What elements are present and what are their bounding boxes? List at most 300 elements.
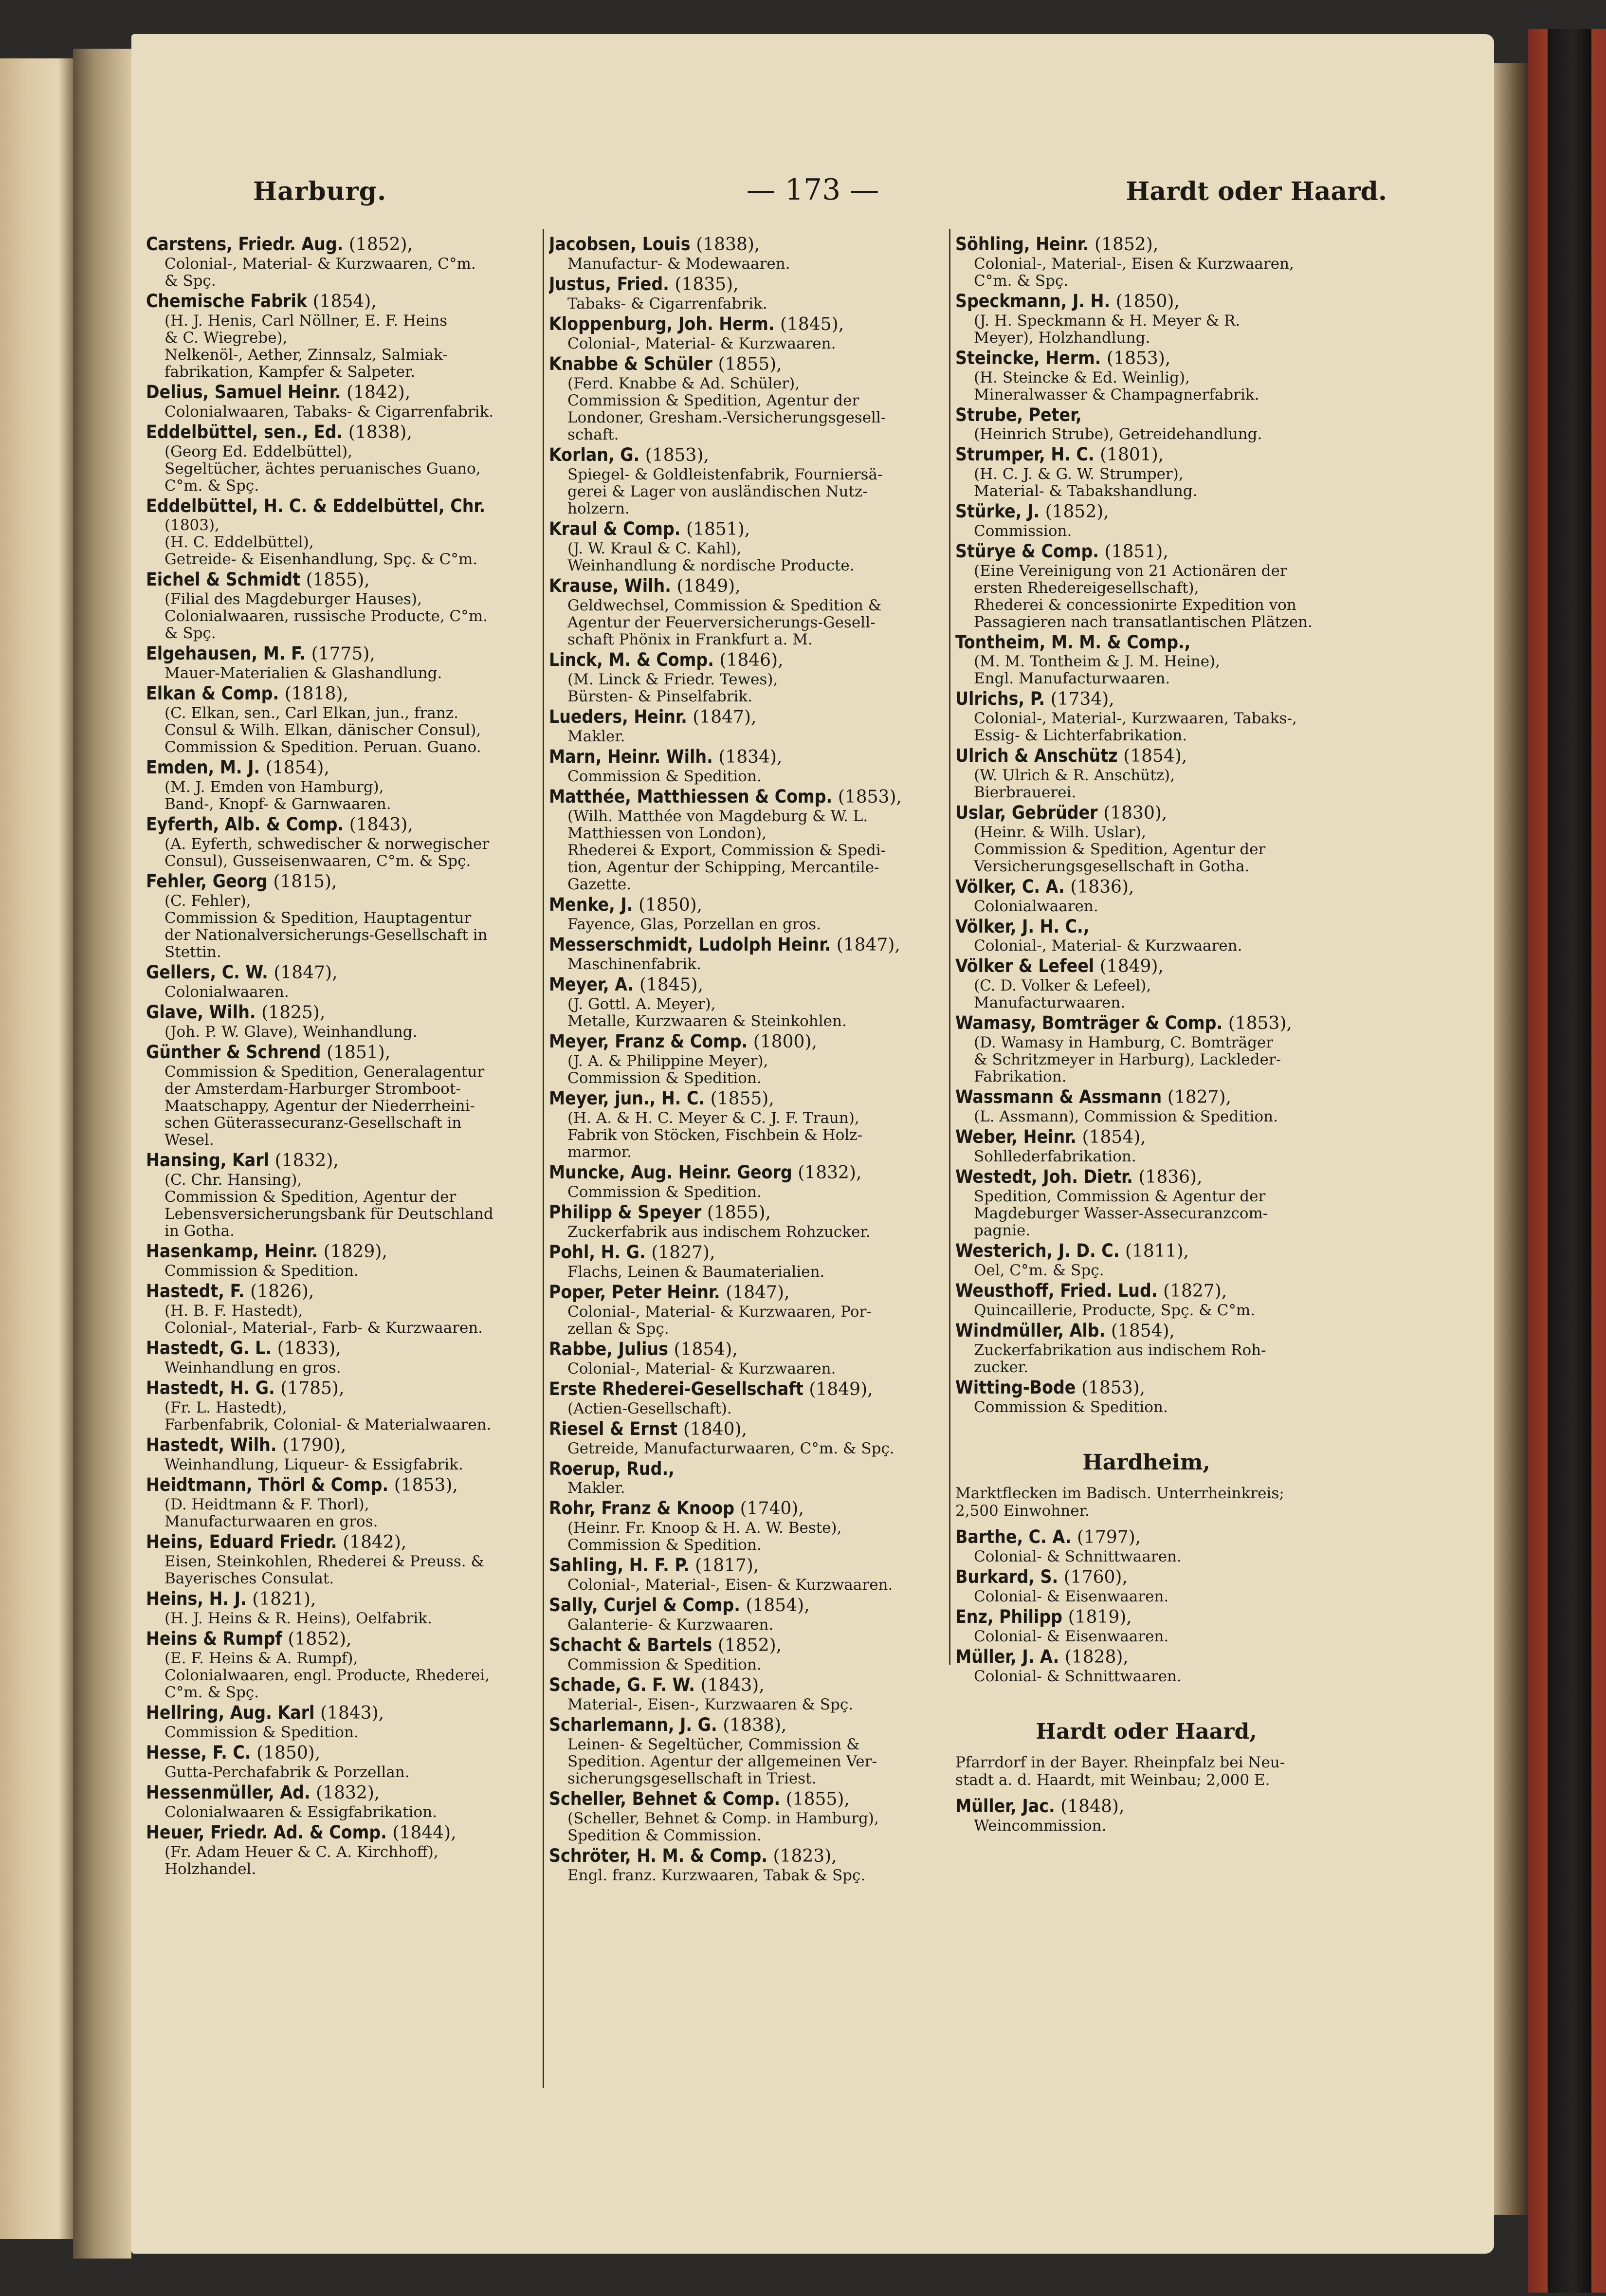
entry-detail: Commission. bbox=[974, 522, 1072, 540]
firm-name: Eddelbüttel, H. C. & Eddelbüttel, Chr. bbox=[146, 496, 486, 516]
entry-detail: & Spç. bbox=[164, 272, 216, 290]
directory-entry bbox=[549, 444, 931, 517]
entry-detail: Rhederei & Export, Commission & Spedi- bbox=[567, 842, 886, 859]
directory-entry bbox=[549, 1242, 931, 1281]
entry-detail: der Nationalversicherungs-Gesellschaft in bbox=[164, 926, 488, 944]
founding-year: (1827), bbox=[1167, 1087, 1231, 1107]
entry-detail: (H. J. Henis, Carl Nöllner, E. F. Heins bbox=[164, 312, 448, 330]
entry-detail: Eisen, Steinkohlen, Rhederei & Preuss. & bbox=[164, 1553, 485, 1570]
entry-detail: Colonial- & Eisenwaaren. bbox=[974, 1628, 1169, 1645]
firm-name: Hastedt, G. L. (1833), bbox=[146, 1338, 341, 1359]
entry-detail: schen Güterassecuranz-Gesellschaft in bbox=[164, 1114, 462, 1132]
founding-year: (1785), bbox=[280, 1378, 345, 1398]
entry-detail: in Gotha. bbox=[164, 1222, 235, 1240]
entry-detail: Colonial- & Schnittwaaren. bbox=[974, 1548, 1182, 1565]
firm-name: Chemische Fabrik (1854), bbox=[146, 291, 377, 312]
entry-detail: Weincommission. bbox=[974, 1817, 1107, 1835]
firm-name: Fehler, Georg (1815), bbox=[146, 871, 337, 892]
entry-detail: Colonial- & Schnittwaaren. bbox=[974, 1668, 1182, 1685]
entry-detail: (M. M. Tontheim & J. M. Heine), bbox=[974, 653, 1221, 670]
entry-detail: Makler. bbox=[567, 728, 625, 745]
directory-entry bbox=[955, 632, 1337, 687]
entry-detail: Nelkenöl-, Aether, Zinnsalz, Salmiak- bbox=[164, 346, 448, 364]
entry-detail: (H. J. Heins & R. Heins), Oelfabrik. bbox=[164, 1610, 432, 1627]
founding-year: (1853), bbox=[1107, 349, 1171, 368]
directory-entry bbox=[146, 291, 528, 381]
founding-year: (1850), bbox=[638, 895, 703, 915]
directory-entry bbox=[955, 802, 1337, 875]
entry-detail: Weinhandlung en gros. bbox=[164, 1359, 341, 1377]
entry-detail: Colonialwaaren. bbox=[164, 983, 289, 1001]
firm-name: Roerup, Rud., bbox=[549, 1458, 675, 1479]
firm-name: Scharlemann, J. G. (1838), bbox=[549, 1714, 787, 1735]
founding-year: (1827), bbox=[651, 1243, 715, 1263]
entry-detail: Agentur der Feuerversicherungs-Gesell- bbox=[567, 614, 876, 631]
directory-entry bbox=[549, 706, 931, 745]
directory-entry bbox=[549, 1635, 931, 1673]
entry-detail: Magdeburger Wasser-Assecuranzcom- bbox=[974, 1205, 1268, 1222]
entry-detail: C°m. & Spç. bbox=[164, 1684, 259, 1701]
founding-year: (1842), bbox=[343, 1532, 407, 1552]
firm-name: Heidtmann, Thörl & Comp. (1853), bbox=[146, 1474, 458, 1495]
directory-entry bbox=[955, 1566, 1337, 1605]
firm-name: Pohl, H. G. (1827), bbox=[549, 1242, 715, 1263]
entry-detail: Colonial-, Material-, Eisen & Kurzwaaren, bbox=[974, 255, 1294, 273]
founding-year: (1838), bbox=[696, 235, 760, 255]
founding-year: (1819), bbox=[1068, 1607, 1132, 1627]
directory-entry bbox=[955, 404, 1337, 443]
firm-name: Westerich, J. D. C. (1811), bbox=[955, 1240, 1189, 1261]
directory-entry bbox=[549, 1162, 931, 1201]
entry-detail: Sohllederfabrikation. bbox=[974, 1148, 1136, 1165]
founding-year: (1828), bbox=[1064, 1647, 1129, 1667]
founding-year: (1853), bbox=[1228, 1013, 1292, 1033]
firm-name: Burkard, S. (1760), bbox=[955, 1566, 1128, 1587]
firm-name: Heuer, Friedr. Ad. & Comp. (1844), bbox=[146, 1822, 456, 1843]
directory-entry bbox=[955, 501, 1337, 540]
firm-name: Enz, Philipp (1819), bbox=[955, 1606, 1132, 1627]
firm-name: Sally, Curjel & Comp. (1854), bbox=[549, 1595, 810, 1616]
firm-name: Lueders, Heinr. (1847), bbox=[549, 706, 757, 727]
firm-name: Schröter, H. M. & Comp. (1823), bbox=[549, 1845, 837, 1866]
firm-name: Muncke, Aug. Heinr. Georg (1832), bbox=[549, 1162, 862, 1183]
directory-entry bbox=[549, 1714, 931, 1787]
firm-name: Günther & Schrend (1851), bbox=[146, 1042, 391, 1063]
founding-year: (1851), bbox=[327, 1043, 391, 1063]
founding-year: (1838), bbox=[723, 1715, 787, 1735]
founding-year: (1851), bbox=[686, 519, 750, 539]
founding-year: (1854), bbox=[1123, 746, 1187, 766]
column-rule-2 bbox=[949, 229, 950, 1665]
entry-detail: Rhederei & concessionirte Expedition von bbox=[974, 596, 1296, 614]
page-header bbox=[238, 173, 1397, 212]
entry-detail: (M. J. Emden von Hamburg), bbox=[164, 778, 384, 796]
founding-year: (1817), bbox=[695, 1556, 759, 1576]
entry-detail: Engl. Manufacturwaaren. bbox=[974, 670, 1170, 687]
firm-name: Heins, Eduard Friedr. (1842), bbox=[146, 1531, 407, 1552]
directory-entry bbox=[549, 786, 931, 893]
directory-entry bbox=[955, 1280, 1337, 1319]
firm-name: Marn, Heinr. Wilh. (1834), bbox=[549, 746, 783, 767]
section-heading: Hardt oder Haard, bbox=[1036, 1719, 1257, 1744]
firm-name: Völker, C. A. (1836), bbox=[955, 876, 1134, 897]
entry-detail: Zuckerfabrik aus indischem Rohzucker. bbox=[567, 1223, 871, 1241]
directory-entry bbox=[955, 1012, 1337, 1085]
firm-name: Knabbe & Schüler (1855), bbox=[549, 353, 782, 374]
entry-detail: Commission & Spedition. bbox=[164, 1724, 359, 1741]
header-right-title: Hardt oder Haard. bbox=[1126, 177, 1387, 206]
founding-year: (1835), bbox=[675, 275, 739, 294]
founding-year: (1850), bbox=[1115, 292, 1180, 312]
entry-detail: Fayence, Glas, Porzellan en gros. bbox=[567, 916, 821, 933]
firm-name: Völker & Lefeel (1849), bbox=[955, 955, 1164, 976]
page-number: — 173 — bbox=[746, 173, 879, 207]
column-2 bbox=[549, 234, 931, 2156]
directory-entry bbox=[955, 1526, 1337, 1565]
entry-detail: Colonialwaaren, Tabaks- & Cigarrenfabrik. bbox=[164, 403, 494, 421]
entry-detail: Colonialwaaren. bbox=[974, 898, 1098, 915]
directory-entry bbox=[146, 962, 528, 1001]
founding-year: (1847), bbox=[726, 1283, 790, 1303]
entry-detail: Farbenfabrik, Colonial- & Materialwaaren. bbox=[164, 1416, 492, 1433]
founding-year: (1843), bbox=[320, 1703, 384, 1723]
entry-detail: (H. C. Eddelbüttel), bbox=[164, 533, 314, 551]
entry-detail: Commission & Spedition. bbox=[567, 768, 762, 785]
founding-year: (1849), bbox=[676, 576, 741, 596]
founding-year: (1797), bbox=[1077, 1527, 1141, 1547]
entry-detail: Commission & Spedition, Generalagentur bbox=[164, 1063, 485, 1081]
entry-detail: (H. C. J. & G. W. Strumper), bbox=[974, 465, 1184, 483]
firm-name: Schacht & Bartels (1852), bbox=[549, 1635, 782, 1655]
entry-detail: Mauer-Materialien & Glashandlung. bbox=[164, 664, 442, 682]
entry-detail: ersten Rhedereigesellschaft), bbox=[974, 579, 1199, 597]
directory-entry bbox=[146, 1434, 528, 1473]
firm-name: Elkan & Comp. (1818), bbox=[146, 683, 348, 704]
founding-year: (1811), bbox=[1125, 1241, 1189, 1261]
entry-detail: (D. Heidtmann & F. Thorl), bbox=[164, 1496, 369, 1513]
entry-detail: & C. Wiegrebe), bbox=[164, 329, 288, 347]
founding-year: (1760), bbox=[1063, 1567, 1128, 1587]
directory-entry bbox=[146, 1531, 528, 1587]
firm-name: Windmüller, Alb. (1854), bbox=[955, 1320, 1175, 1341]
directory-entry bbox=[146, 1742, 528, 1781]
firm-name: Westedt, Joh. Dietr. (1836), bbox=[955, 1166, 1203, 1187]
entry-detail: Colonialwaaren, engl. Producte, Rhederei, bbox=[164, 1667, 490, 1684]
entry-detail: (J. Gottl. A. Meyer), bbox=[567, 995, 716, 1013]
founding-year: (1832), bbox=[316, 1783, 380, 1803]
founding-year: (1849), bbox=[1099, 956, 1164, 976]
entry-detail: Spedition, Commission & Agentur der bbox=[974, 1188, 1266, 1205]
entry-detail: zellan & Spç. bbox=[567, 1320, 669, 1338]
firm-name: Tontheim, M. M. & Comp., bbox=[955, 632, 1191, 653]
founding-year: (1825), bbox=[261, 1003, 326, 1023]
founding-year: (1844), bbox=[392, 1823, 456, 1843]
founding-year: (1853), bbox=[645, 445, 709, 465]
directory-entry bbox=[549, 274, 931, 312]
entry-detail: pagnie. bbox=[974, 1222, 1031, 1239]
entry-detail: marmor. bbox=[567, 1143, 632, 1161]
entry-detail: Maschinenfabrik. bbox=[567, 955, 701, 973]
founding-year: (1836), bbox=[1070, 877, 1134, 897]
directory-entry bbox=[549, 1788, 931, 1844]
directory-entry bbox=[955, 1320, 1337, 1376]
firm-name: Carstens, Friedr. Aug. (1852), bbox=[146, 234, 413, 255]
founding-year: (1853), bbox=[838, 787, 902, 807]
directory-entry bbox=[549, 1418, 931, 1457]
entry-detail: (C. Chr. Hansing), bbox=[164, 1171, 302, 1189]
entry-detail: (Joh. P. W. Glave), Weinhandlung. bbox=[164, 1023, 418, 1041]
directory-entry bbox=[549, 575, 931, 648]
entry-detail: Colonial-, Material- & Kurzwaaren. bbox=[567, 1360, 836, 1378]
entry-detail: Londoner, Gresham.-Versicherungsgesell- bbox=[567, 409, 886, 426]
firm-name: Heins & Rumpf (1852), bbox=[146, 1628, 352, 1649]
firm-name: Steincke, Herm. (1853), bbox=[955, 348, 1171, 368]
directory-entry bbox=[146, 1474, 528, 1530]
entry-detail: tion, Agentur der Schipping, Mercantile- bbox=[567, 859, 879, 876]
entry-detail: Getreide- & Eisenhandlung, Spç. & C°m. bbox=[164, 551, 478, 568]
founding-year: (1852), bbox=[348, 235, 413, 255]
directory-entry bbox=[549, 1555, 931, 1594]
entry-detail: Maatschappy, Agentur der Niederrheini- bbox=[164, 1097, 475, 1115]
firm-name: Barthe, C. A. (1797), bbox=[955, 1526, 1141, 1547]
entry-detail: (Georg Ed. Eddelbüttel), bbox=[164, 443, 353, 460]
directory-entry bbox=[146, 1378, 528, 1433]
directory-entry bbox=[955, 1086, 1337, 1125]
directory-entry bbox=[955, 876, 1337, 915]
column-1 bbox=[146, 234, 528, 2156]
directory-entry bbox=[955, 444, 1337, 500]
firm-name: Weber, Heinr. (1854), bbox=[955, 1126, 1146, 1147]
directory-entry bbox=[549, 1031, 931, 1087]
firm-name: Hastedt, Wilh. (1790), bbox=[146, 1434, 347, 1455]
founding-year: (1855), bbox=[707, 1203, 771, 1223]
directory-entry bbox=[955, 1646, 1337, 1685]
firm-name: Poper, Peter Heinr. (1847), bbox=[549, 1282, 790, 1303]
firm-name: Meyer, Franz & Comp. (1800), bbox=[549, 1031, 817, 1052]
entry-detail: Getreide, Manufacturwaaren, C°m. & Spç. bbox=[567, 1440, 894, 1457]
entry-detail: sicherungsgesellschaft in Triest. bbox=[567, 1770, 817, 1787]
founding-year: (1853), bbox=[394, 1475, 458, 1495]
entry-detail: Meyer), Holzhandlung. bbox=[974, 329, 1150, 347]
entry-detail: Commission & Spedition, Agentur der bbox=[974, 841, 1266, 858]
directory-entry bbox=[146, 1002, 528, 1041]
firm-name: Hastedt, H. G. (1785), bbox=[146, 1378, 345, 1398]
founding-year: (1854), bbox=[1111, 1321, 1175, 1341]
directory-entry bbox=[955, 1377, 1337, 1416]
entry-detail: Commission & Spedition. bbox=[164, 1262, 359, 1280]
founding-year: (1734), bbox=[1050, 689, 1114, 709]
directory-entry bbox=[549, 649, 931, 705]
entry-detail: Band-, Knopf- & Garnwaaren. bbox=[164, 795, 391, 813]
firm-name: Riesel & Ernst (1840), bbox=[549, 1418, 747, 1439]
entry-detail: Commission & Spedition. bbox=[567, 1656, 762, 1673]
founding-year: (1851), bbox=[1104, 542, 1168, 562]
founding-year: (1847), bbox=[693, 707, 757, 727]
firm-name: Ulrichs, P. (1734), bbox=[955, 688, 1114, 709]
entry-detail: Spedition & Commission. bbox=[567, 1827, 762, 1844]
page-edges bbox=[1494, 63, 1528, 2215]
entry-detail: Manufacturwaaren en gros. bbox=[164, 1513, 378, 1530]
directory-entry bbox=[549, 1202, 931, 1241]
directory-entry bbox=[146, 683, 528, 756]
firm-name: Sahling, H. F. P. (1817), bbox=[549, 1555, 759, 1576]
founding-year: (1846), bbox=[719, 650, 784, 670]
founding-year: (1852), bbox=[1045, 502, 1109, 522]
entry-detail: (Filial des Magdeburger Hauses), bbox=[164, 590, 422, 608]
entry-detail: Gutta-Perchafabrik & Porzellan. bbox=[164, 1763, 410, 1781]
entry-detail: Geldwechsel, Commission & Spedition & bbox=[567, 597, 882, 614]
founding-year: (1801), bbox=[1100, 445, 1164, 465]
directory-entry bbox=[549, 934, 931, 973]
firm-name: Krause, Wilh. (1849), bbox=[549, 575, 741, 596]
directory-entry bbox=[146, 871, 528, 961]
entry-detail: Colonial-, Material- & Kurzwaaren. bbox=[567, 335, 836, 352]
founding-year: (1855), bbox=[710, 1089, 774, 1109]
entry-detail: (C. D. Volker & Lefeel), bbox=[974, 977, 1151, 994]
firm-name: Delius, Samuel Heinr. (1842), bbox=[146, 382, 411, 403]
directory-entry bbox=[146, 643, 528, 682]
section-heading: Hardheim, bbox=[1082, 1450, 1210, 1475]
founding-year: (1821), bbox=[252, 1589, 316, 1609]
entry-detail: (J. H. Speckmann & H. Meyer & R. bbox=[974, 312, 1241, 330]
founding-year: (1854), bbox=[746, 1596, 810, 1616]
directory-entry bbox=[549, 1595, 931, 1634]
entry-detail: Consul), Gusseisenwaaren, C°m. & Spç. bbox=[164, 852, 471, 870]
entry-detail: Zuckerfabrikation aus indischem Roh- bbox=[974, 1341, 1266, 1359]
directory-entry bbox=[146, 496, 528, 568]
firm-name: Eichel & Schmidt (1855), bbox=[146, 569, 370, 590]
firm-name: Justus, Fried. (1835), bbox=[549, 274, 739, 294]
entry-detail: Engl. franz. Kurzwaaren, Tabak & Spç. bbox=[567, 1867, 866, 1884]
entry-detail: gerei & Lager von ausländischen Nutz- bbox=[567, 483, 868, 500]
directory-entry bbox=[146, 1628, 528, 1701]
founding-year: (1830), bbox=[1103, 803, 1168, 823]
entry-detail: Matthiessen von London), bbox=[567, 825, 766, 842]
founding-year: (1843), bbox=[349, 815, 413, 835]
entry-detail: Flachs, Leinen & Baumaterialien. bbox=[567, 1263, 825, 1281]
firm-name: Erste Rhederei-Gesellschaft (1849), bbox=[549, 1378, 873, 1399]
entry-detail: Commission & Spedition, Hauptagentur bbox=[164, 909, 472, 927]
directory-entry bbox=[955, 348, 1337, 404]
entry-detail: & Schritzmeyer in Harburg), Lackleder- bbox=[974, 1051, 1281, 1068]
entry-detail: Makler. bbox=[567, 1479, 625, 1497]
book-gutter bbox=[73, 49, 131, 2259]
directory-entry bbox=[549, 746, 931, 785]
founding-year: (1823), bbox=[773, 1846, 837, 1866]
directory-entry bbox=[955, 955, 1337, 1011]
firm-name: Elgehausen, M. F. (1775), bbox=[146, 643, 375, 664]
firm-name: Emden, M. J. (1854), bbox=[146, 757, 329, 778]
firm-name: Hessenmüller, Ad. (1832), bbox=[146, 1782, 380, 1803]
description-line: 2,500 Einwohner. bbox=[955, 1502, 1090, 1520]
entry-detail: (J. A. & Philippine Meyer), bbox=[567, 1052, 768, 1070]
founding-year: (1852), bbox=[1095, 235, 1159, 255]
entry-detail: Colonial-, Material- & Kurzwaaren. bbox=[974, 937, 1242, 955]
entry-detail: Gazette. bbox=[567, 876, 632, 893]
directory-entry bbox=[146, 814, 528, 870]
entry-detail: (C. Fehler), bbox=[164, 892, 251, 910]
founding-year: (1833), bbox=[277, 1339, 341, 1359]
founding-year: (1836), bbox=[1138, 1167, 1203, 1187]
firm-name: Müller, Jac. (1848), bbox=[955, 1796, 1125, 1817]
entry-detail: Stettin. bbox=[164, 943, 221, 961]
founding-year: (1853), bbox=[1081, 1378, 1146, 1398]
directory-entry bbox=[549, 1088, 931, 1161]
entry-detail: (D. Wamasy in Hamburg, C. Bomträger bbox=[974, 1034, 1274, 1051]
firm-name: Ulrich & Anschütz (1854), bbox=[955, 745, 1187, 766]
entry-detail: (Wilh. Matthée von Magdeburg & W. L. bbox=[567, 808, 868, 825]
entry-detail: Commission & Spedition. bbox=[567, 1069, 762, 1087]
entry-detail: (J. W. Kraul & C. Kahl), bbox=[567, 540, 742, 557]
founding-year: (1855), bbox=[718, 354, 782, 374]
directory-entry bbox=[549, 518, 931, 574]
firm-name: Philipp & Speyer (1855), bbox=[549, 1202, 771, 1223]
founding-year: (1849), bbox=[809, 1379, 873, 1399]
entry-detail: Segeltücher, ächtes peruanisches Guano, bbox=[164, 460, 481, 478]
directory-entry bbox=[146, 234, 528, 290]
firm-name: Stürye & Comp. (1851), bbox=[955, 541, 1168, 562]
founding-year: (1854), bbox=[312, 292, 377, 312]
firm-name: Menke, J. (1850), bbox=[549, 894, 703, 915]
entry-detail: Galanterie- & Kurzwaaren. bbox=[567, 1616, 774, 1634]
founding-year: (1850), bbox=[256, 1743, 321, 1763]
directory-entry bbox=[146, 1241, 528, 1280]
founding-year: (1840), bbox=[683, 1419, 747, 1439]
founding-year: (1845), bbox=[780, 314, 844, 334]
founding-year: (1800), bbox=[753, 1032, 817, 1052]
entry-detail: Commission & Spedition. bbox=[567, 1183, 762, 1201]
description-line: Pfarrdorf in der Bayer. Rheinpfalz bei Neu- bbox=[955, 1754, 1285, 1771]
firm-name: Müller, J. A. (1828), bbox=[955, 1646, 1129, 1667]
header-left-title: Harburg. bbox=[253, 177, 387, 206]
entry-detail: & Spç. bbox=[164, 625, 216, 642]
firm-name: Kraul & Comp. (1851), bbox=[549, 518, 750, 539]
directory-entry bbox=[549, 974, 931, 1030]
founding-year: (1826), bbox=[250, 1282, 314, 1302]
entry-detail: Wesel. bbox=[164, 1131, 214, 1149]
firm-name: Glave, Wilh. (1825), bbox=[146, 1002, 326, 1023]
directory-entry bbox=[549, 313, 931, 352]
directory-entry bbox=[146, 1281, 528, 1337]
entry-detail: Material- & Tabakshandlung. bbox=[974, 482, 1198, 500]
entry-detail: holzern. bbox=[567, 500, 630, 517]
entry-detail: Manufactur- & Modewaaren. bbox=[567, 255, 790, 273]
founding-year: (1855), bbox=[306, 570, 370, 590]
entry-detail: (A. Eyferth, schwedischer & norwegischer bbox=[164, 835, 490, 853]
entry-detail: (Fr. Adam Heuer & C. A. Kirchhoff), bbox=[164, 1843, 438, 1861]
directory-entry bbox=[955, 688, 1337, 744]
founding-year: (1854), bbox=[1082, 1127, 1146, 1147]
firm-name: Wamasy, Bomträger & Comp. (1853), bbox=[955, 1012, 1292, 1033]
directory-entry bbox=[955, 541, 1337, 631]
directory-entry bbox=[146, 422, 528, 495]
entry-detail: Passagieren nach transatlantischen Plätzen. bbox=[974, 613, 1313, 631]
entry-detail: Oel, C°m. & Spç. bbox=[974, 1262, 1104, 1279]
entry-detail: fabrikation, Kampfer & Salpeter. bbox=[164, 363, 416, 381]
entry-detail: (1803), bbox=[164, 516, 219, 534]
entry-detail: Colonial- & Eisenwaaren. bbox=[974, 1588, 1169, 1605]
directory-entry bbox=[146, 1588, 528, 1627]
entry-detail: Consul & Wilh. Elkan, dänischer Consul), bbox=[164, 721, 481, 739]
firm-name: Strumper, H. C. (1801), bbox=[955, 444, 1164, 465]
founding-year: (1855), bbox=[785, 1789, 850, 1809]
directory-entry bbox=[549, 1282, 931, 1338]
firm-name: Hansing, Karl (1832), bbox=[146, 1150, 339, 1171]
firm-name: Meyer, jun., H. C. (1855), bbox=[549, 1088, 774, 1109]
firm-name: Völker, J. H. C., bbox=[955, 916, 1090, 937]
founding-year: (1852), bbox=[717, 1635, 782, 1655]
firm-name: Hasenkamp, Heinr. (1829), bbox=[146, 1241, 387, 1262]
